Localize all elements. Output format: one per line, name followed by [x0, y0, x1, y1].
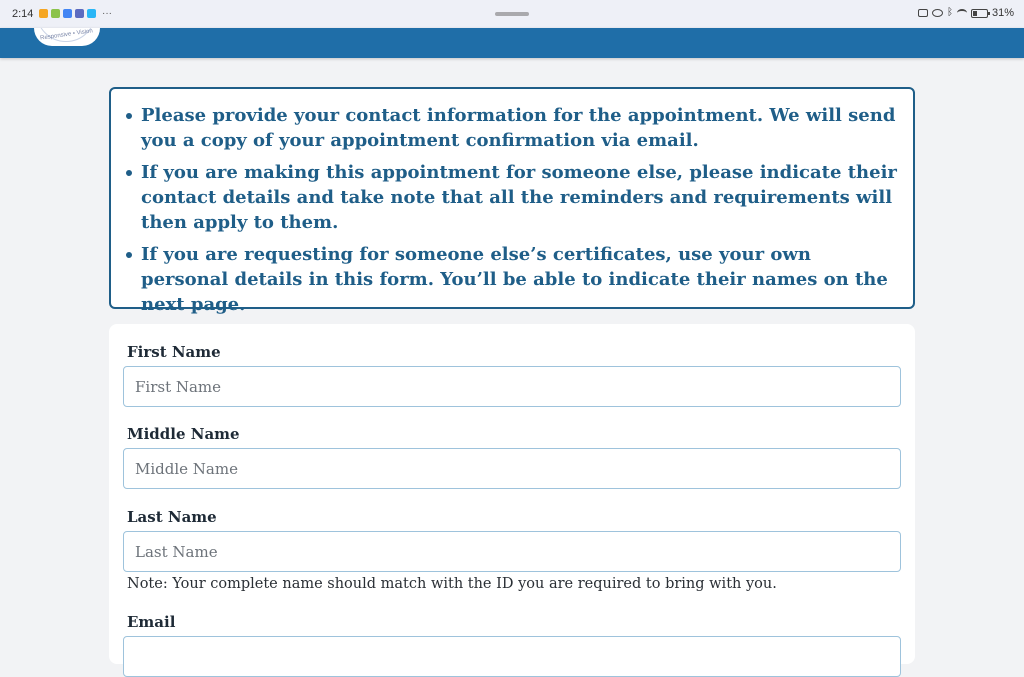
last-name-label: Last Name [127, 508, 217, 526]
email-input[interactable] [123, 636, 901, 677]
site-header [0, 28, 1024, 58]
bluetooth-icon: ᛒ [946, 7, 953, 18]
middle-name-label: Middle Name [127, 425, 240, 443]
wifi-icon [957, 9, 967, 17]
battery-percentage: 31% [991, 7, 1014, 19]
name-note: Note: Your complete name should match with the ID you are required to bring with you. [127, 576, 777, 592]
window-handle[interactable] [495, 12, 529, 16]
logo-seal-text: Responsive • Vision [39, 28, 94, 42]
more-notifications-icon: ··· [102, 8, 112, 19]
instruction-item: If you are requesting for someone else’s certificates, use your own personal details in this form. You’ll be able to indicate their names on the next page. [125, 242, 897, 317]
middle-name-input[interactable] [123, 448, 901, 489]
instruction-item: If you are making this appointment for someone else, please indicate their contact details and take note that all the reminders and requirements will then apply to them. [125, 160, 897, 235]
email-label: Email [127, 613, 176, 631]
notification-app-icon [51, 9, 60, 18]
status-time: 2:14 [12, 8, 34, 20]
contact-form [109, 324, 915, 664]
battery-icon [971, 9, 988, 18]
notification-app-icon [87, 9, 96, 18]
first-name-label: First Name [127, 343, 221, 361]
instructions-box [109, 87, 915, 315]
notification-app-icon [63, 9, 72, 18]
instructions-list [125, 103, 897, 317]
site-logo[interactable] [34, 28, 100, 46]
system-status-bar [0, 0, 1024, 28]
battery-level-fill [973, 11, 977, 16]
notification-app-icon [75, 9, 84, 18]
first-name-input[interactable] [123, 366, 901, 407]
eye-icon [932, 9, 943, 17]
notification-icons [39, 9, 112, 18]
system-indicators [918, 7, 1014, 19]
instruction-item: Please provide your contact information for the appointment. We will send you a copy of your appointment confirmation via email. [125, 103, 897, 153]
notification-app-icon [39, 9, 48, 18]
last-name-input[interactable] [123, 531, 901, 572]
message-icon [918, 9, 928, 17]
